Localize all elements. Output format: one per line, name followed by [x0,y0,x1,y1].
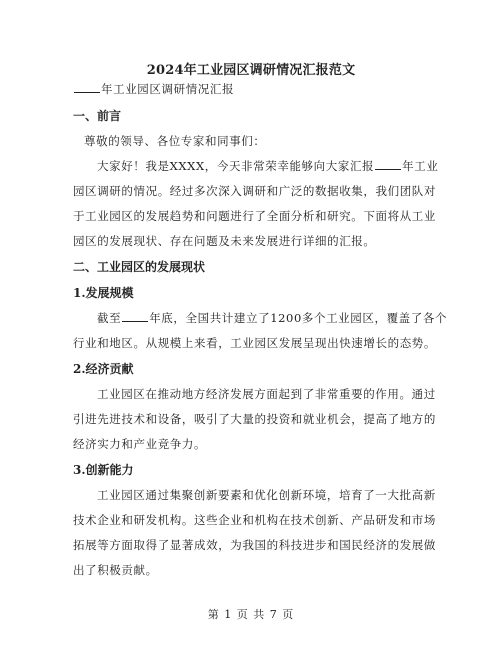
section-heading-status: 二、工业园区的发展现状 [73,260,206,274]
paragraph-text: 年底，全国共计建立了1200多个工业园区，覆盖了各个 [149,311,448,325]
section-heading-preface: 一、前言 [73,109,122,123]
subtitle-line [73,82,234,96]
paragraph-text: 截至 [97,311,122,325]
paragraph-text: 年工业 [402,159,439,173]
paragraph-line: 引进先进技术和设备，吸引了大量的投资和就业机会，提高了地方的 [73,412,436,426]
paragraph-line: 拓展等方面取得了显著成效，为我国的科技进步和国民经济的发展做 [73,538,436,552]
paragraph-line: 工业园区在推动地方经济发展方面起到了非常重要的作用。通过 [97,387,436,401]
document-title: 2024年工业园区调研情况汇报范文 [146,63,356,78]
blank-underline [122,311,148,322]
paragraph-line: 园区的发展现状、存在问题及未来发展进行详细的汇报。 [73,234,376,248]
page-footer: 第 1 页 共 7 页 [207,608,295,621]
paragraph-line: 于工业园区的发展趋势和问题进行了全面分析和研究。下面将从工业 [73,209,436,223]
paragraph-line: 工业园区通过集聚创新要素和优化创新环境，培育了一大批高新 [97,488,436,502]
paragraph-line: 园区调研的情况。经过多次深入调研和广泛的数据收集，我们团队对 [73,184,436,198]
subsection-heading-scale: 1.发展规模 [73,286,134,300]
subsection-heading-innovation: 3.创新能力 [73,463,134,477]
subtitle-blank [74,82,100,93]
paragraph-line: 出了积极贡献。 [73,563,158,577]
subsection-heading-economy: 2.经济贡献 [73,362,134,376]
greeting: 尊敬的领导、各位专家和同事们： [84,134,266,148]
paragraph-line: 经济实力和产业竞争力。 [73,437,207,451]
paragraph-line [97,311,447,325]
blank-underline [375,159,401,170]
subtitle-text: 年工业园区调研情况汇报 [101,82,235,96]
paragraph-line: 行业和地区。从规模上来看，工业园区发展呈现出快速增长的态势。 [73,336,436,350]
paragraph-line: 技术企业和研发机构。这些企业和机构在技术创新、产品研发和市场 [73,513,436,527]
paragraph-line [97,159,438,173]
paragraph-text: 大家好！我是XXXX，今天非常荣幸能够向大家汇报 [97,159,375,173]
